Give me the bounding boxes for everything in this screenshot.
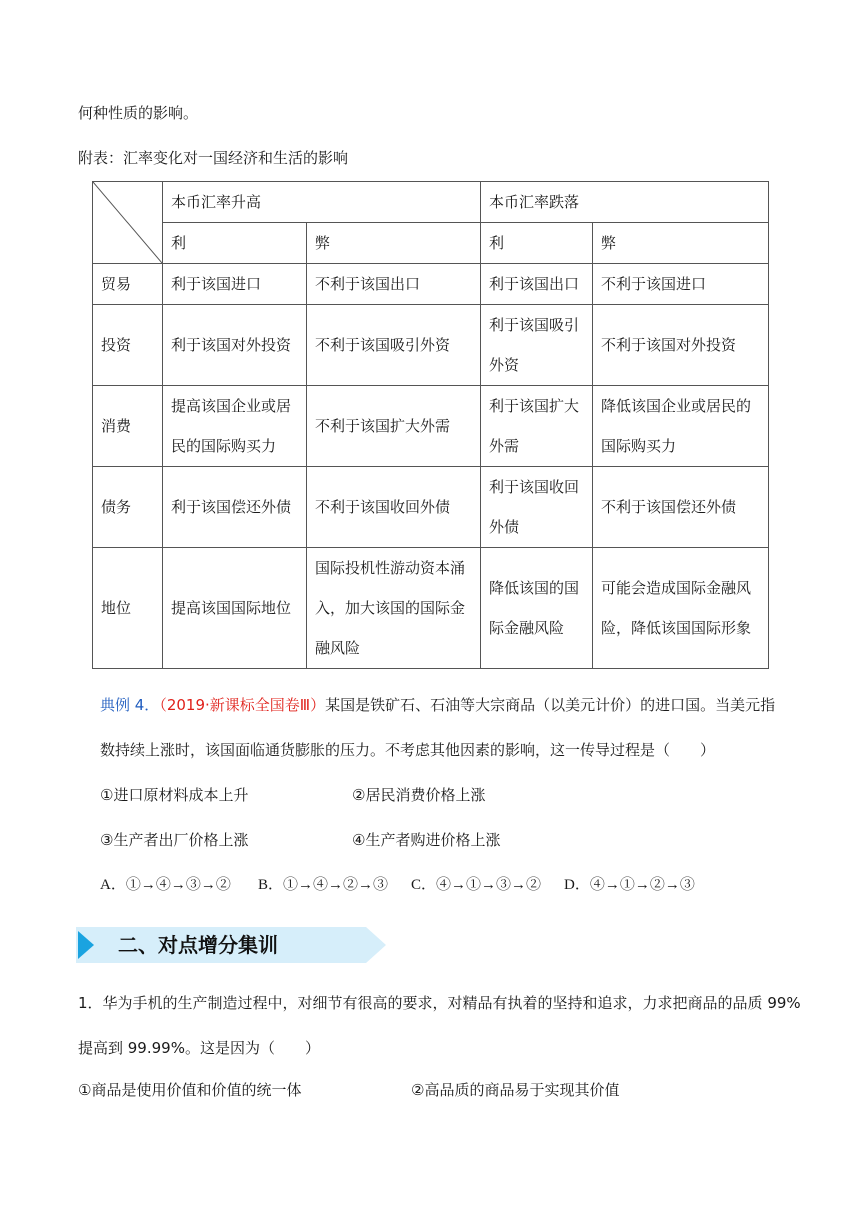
table-row	[93, 305, 769, 386]
table-cell: 不利于该国扩大外需	[307, 386, 481, 467]
row-label: 贸易	[93, 264, 163, 305]
table-cell: 不利于该国吸引外资	[307, 305, 481, 386]
choice-a: A．①→④→③→②	[100, 877, 231, 893]
choice-d: D．④→①→②→③	[564, 877, 695, 893]
table-cell: 不利于该国进口	[593, 264, 769, 305]
example-option: ②居民消费价格上涨	[352, 786, 486, 804]
choice-c: C．④→①→③→②	[411, 877, 542, 893]
table-cell: 利于该国进口	[163, 264, 307, 305]
diagonal-header-cell	[93, 182, 163, 264]
table-cell: 不利于该国出口	[307, 264, 481, 305]
table-cell: 不利于该国收回外债	[307, 467, 481, 548]
table-cell: 利于该国吸引外资	[481, 305, 593, 386]
q1-option: ①商品是使用价值和价值的统一体	[78, 1081, 302, 1099]
example-text-1: 某国是铁矿石、石油等大宗商品（以美元计价）的进口国。当美元指	[325, 696, 776, 714]
example-option: ①进口原材料成本上升	[100, 786, 249, 804]
table-row	[93, 548, 769, 669]
example-line-1	[100, 695, 775, 715]
table-cell: 不利于该国对外投资	[593, 305, 769, 386]
sub-header: 利	[163, 223, 307, 264]
table-cell: 国际投机性游动资本涌入，加大该国的国际金融风险	[307, 548, 481, 669]
row-label: 地位	[93, 548, 163, 669]
intro-line: 何种性质的影响。	[78, 104, 199, 122]
table-caption: 附表：汇率变化对一国经济和生活的影响	[78, 149, 349, 167]
example-option: ④生产者购进价格上涨	[352, 831, 501, 849]
table-cell: 提高该国国际地位	[163, 548, 307, 669]
row-label: 消费	[93, 386, 163, 467]
sub-header: 弊	[307, 223, 481, 264]
table-row	[93, 467, 769, 548]
table-cell: 利于该国出口	[481, 264, 593, 305]
header-fall: 本币汇率跌落	[481, 182, 769, 223]
header-rise: 本币汇率升高	[163, 182, 481, 223]
table-cell: 利于该国对外投资	[163, 305, 307, 386]
example-line-2: 数持续上涨时，该国面临通货膨胀的压力。不考虑其他因素的影响，这一传导过程是（ ）	[100, 741, 716, 759]
choice-b: B．①→④→②→③	[258, 877, 389, 893]
section-title: 二、对点增分集训	[118, 933, 278, 957]
table-row	[93, 264, 769, 305]
table-cell: 可能会造成国际金融风险，降低该国国际形象	[593, 548, 769, 669]
sub-header: 弊	[593, 223, 769, 264]
row-label: 投资	[93, 305, 163, 386]
table-cell: 利于该国收回外债	[481, 467, 593, 548]
sub-header: 利	[481, 223, 593, 264]
diagonal-line	[93, 182, 162, 263]
table-cell: 提高该国企业或居民的国际购买力	[163, 386, 307, 467]
table-cell: 利于该国偿还外债	[163, 467, 307, 548]
q1-line-1: 1．华为手机的生产制造过程中，对细节有很高的要求，对精品有执着的坚持和追求，力求把商品的品质 99%	[78, 994, 801, 1012]
exchange-rate-table	[92, 181, 769, 669]
table-cell: 不利于该国偿还外债	[593, 467, 769, 548]
table-row	[93, 386, 769, 467]
table-cell: 利于该国扩大外需	[481, 386, 593, 467]
row-label: 债务	[93, 467, 163, 548]
table-cell: 降低该国企业或居民的国际购买力	[593, 386, 769, 467]
q1-option: ②高品质的商品易于实现其价值	[411, 1081, 620, 1099]
example-tag: 典例 4．	[100, 696, 160, 714]
q1-line-2: 提高到 99.99%。这是因为（ ）	[78, 1039, 320, 1057]
example-option: ③生产者出厂价格上涨	[100, 831, 249, 849]
table-cell: 降低该国的国际金融风险	[481, 548, 593, 669]
example-source: （2019·新课标全国卷Ⅲ）	[159, 696, 326, 714]
